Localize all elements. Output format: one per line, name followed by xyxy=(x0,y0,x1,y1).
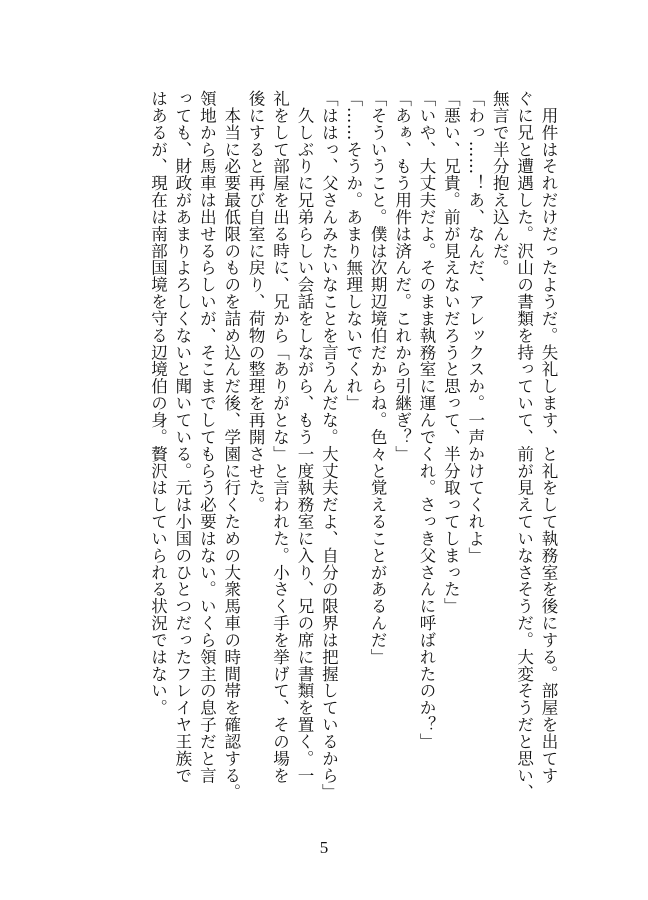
text-line: 用件はそれだけだったようだ。失礼します、と礼をして執務室を後にする。部屋を出てす xyxy=(539,90,558,784)
text-line: 後にすると再び自室に戻り、荷物の整理を再開させた。 xyxy=(246,90,266,513)
text-line: 「ははっ、父さんみたいなことを言うんだな。大丈夫だよ、自分の限界は把握しているから」 xyxy=(319,90,339,801)
text-line: 無言で半分抱え込んだ。 xyxy=(490,90,510,277)
text-line: 「いや、大丈夫だよ。そのまま執務室に運んでくれ。さっき父さんに呼ばれたのか？」 xyxy=(416,90,436,750)
text-line: 「わっ……！あ、なんだ、アレックスか。一声かけてくれよ」 xyxy=(465,90,485,564)
text-line: 久しぶりに兄弟らしい会話をしながら、もう一度執務室に入り、兄の席に書類を置く。一 xyxy=(294,90,314,784)
text-line: 「……そうか。あまり無理しないでくれ」 xyxy=(343,90,363,412)
text-line: はあるが、現在は南部国境を守る辺境伯の身。贅沢はしていられる状況ではない。 xyxy=(148,90,168,717)
text-line: 本当に必要最低限のものを詰め込んだ後、学園に行くための大衆馬車の時間帯を確認する。 xyxy=(221,90,241,801)
vertical-body-text xyxy=(86,90,560,812)
text-line: 領地から馬車は出せるらしいが、そこまでしてもらう必要はない。いくら領主の息子だと言 xyxy=(197,90,217,784)
text-line: 「悪い、兄貴。前が見えないだろうと思って、半分取ってしまった」 xyxy=(441,90,461,615)
text-line: 礼をして部屋を出る時に、兄から「ありがとな」と言われた。小さく手を挙げて、その場を xyxy=(270,90,290,784)
text-line: ぐに兄と遭遇した。沢山の書類を持っていて、前が見えていなさそうだ。大変そうだと思い、 xyxy=(514,90,534,801)
text-line: 「あぁ、もう用件は済んだ。これから引継ぎ？」 xyxy=(392,90,412,463)
text-line: っても、財政があまりよろしくないと聞いている。元は小国のひとつだったフレイヤ王族で xyxy=(172,90,192,784)
page-number: 5 xyxy=(319,838,329,857)
text-line: 「そういうこと。僕は次期辺境伯だからね。色々と覚えることがあるんだ」 xyxy=(368,90,388,666)
